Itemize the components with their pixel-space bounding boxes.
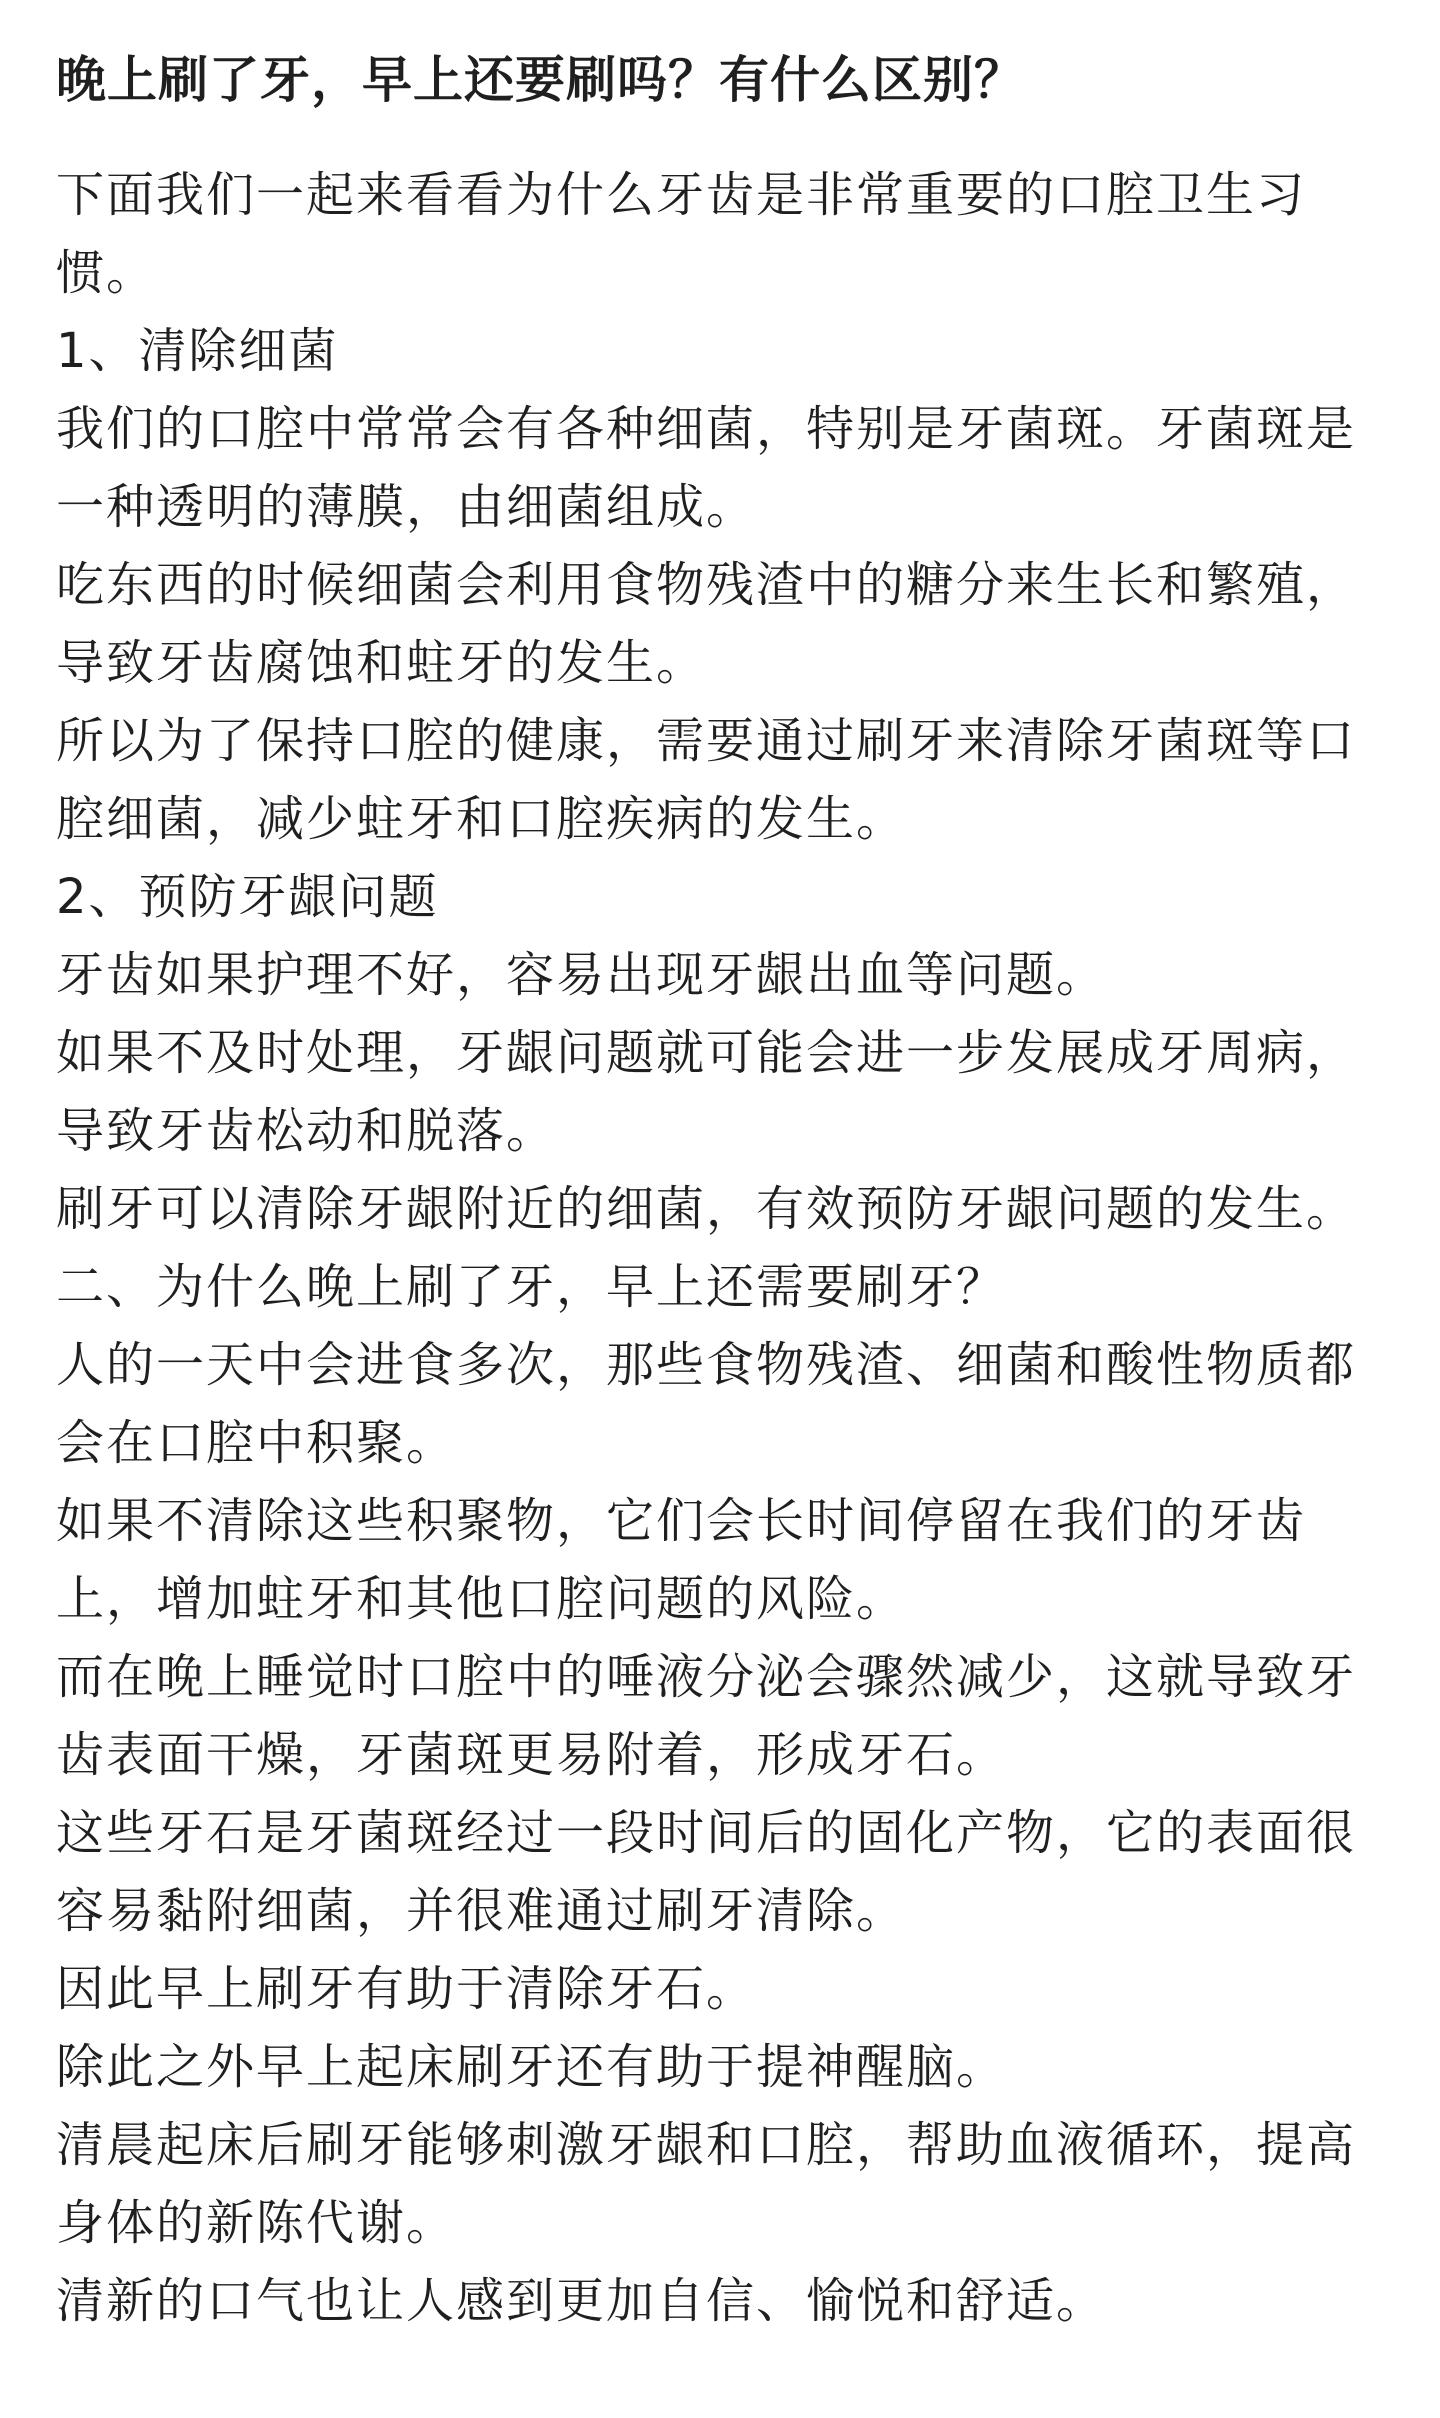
article-paragraph: 如果不清除这些积聚物，它们会长时间停留在我们的牙齿上，增加蛀牙和其他口腔问题的风险。: [56, 1493, 1307, 1627]
section-heading-prevent-gum-problems: 2、预防牙龈问题: [56, 869, 439, 925]
article-paragraph: 人的一天中会进食多次，那些食物残渣、细菌和酸性物质都会在口腔中积聚。: [56, 1337, 1357, 1471]
article-paragraph: 我们的口腔中常常会有各种细菌，特别是牙菌斑。牙菌斑是一种透明的薄膜，由细菌组成。: [56, 401, 1357, 535]
article-paragraph: 所以为了保持口腔的健康，需要通过刷牙来清除牙菌斑等口腔细菌，减少蛀牙和口腔疾病的发生。: [56, 713, 1357, 847]
article-paragraph: 除此之外早上起床刷牙还有助于提神醒脑。: [56, 2039, 1007, 2095]
article-paragraph: 因此早上刷牙有助于清除牙石。: [56, 1961, 757, 2017]
article-paragraph: 清新的口气也让人感到更加自信、愉悦和舒适。: [56, 2273, 1107, 2329]
article-body: [56, 156, 1376, 2340]
section-heading-why-brush-morning: 二、为什么晚上刷了牙，早上还需要刷牙？: [56, 1259, 1007, 1315]
article-paragraph: 如果不及时处理，牙龈问题就可能会进一步发展成牙周病，导致牙齿松动和脱落。: [56, 1025, 1357, 1159]
article-paragraph: 牙齿如果护理不好，容易出现牙龈出血等问题。: [56, 947, 1107, 1003]
article-title: 晚上刷了牙，早上还要刷吗？有什么区别？: [56, 51, 1025, 109]
article-paragraph: 这些牙石是牙菌斑经过一段时间后的固化产物，它的表面很容易黏附细菌，并很难通过刷牙清除。: [56, 1805, 1357, 1939]
article-paragraph: 刷牙可以清除牙龈附近的细菌，有效预防牙龈问题的发生。: [56, 1181, 1357, 1237]
article-paragraph: 而在晚上睡觉时口腔中的唾液分泌会骤然减少，这就导致牙齿表面干燥，牙菌斑更易附着，形成牙石。: [56, 1649, 1357, 1783]
article-paragraph: 下面我们一起来看看为什么牙齿是非常重要的口腔卫生习惯。: [56, 167, 1307, 301]
section-heading-clean-bacteria: 1、清除细菌: [56, 323, 339, 379]
article-paragraph: 吃东西的时候细菌会利用食物残渣中的糖分来生长和繁殖，导致牙齿腐蚀和蛀牙的发生。: [56, 557, 1357, 691]
article-paragraph: 清晨起床后刷牙能够刺激牙龈和口腔，帮助血液循环，提高身体的新陈代谢。: [56, 2117, 1357, 2251]
